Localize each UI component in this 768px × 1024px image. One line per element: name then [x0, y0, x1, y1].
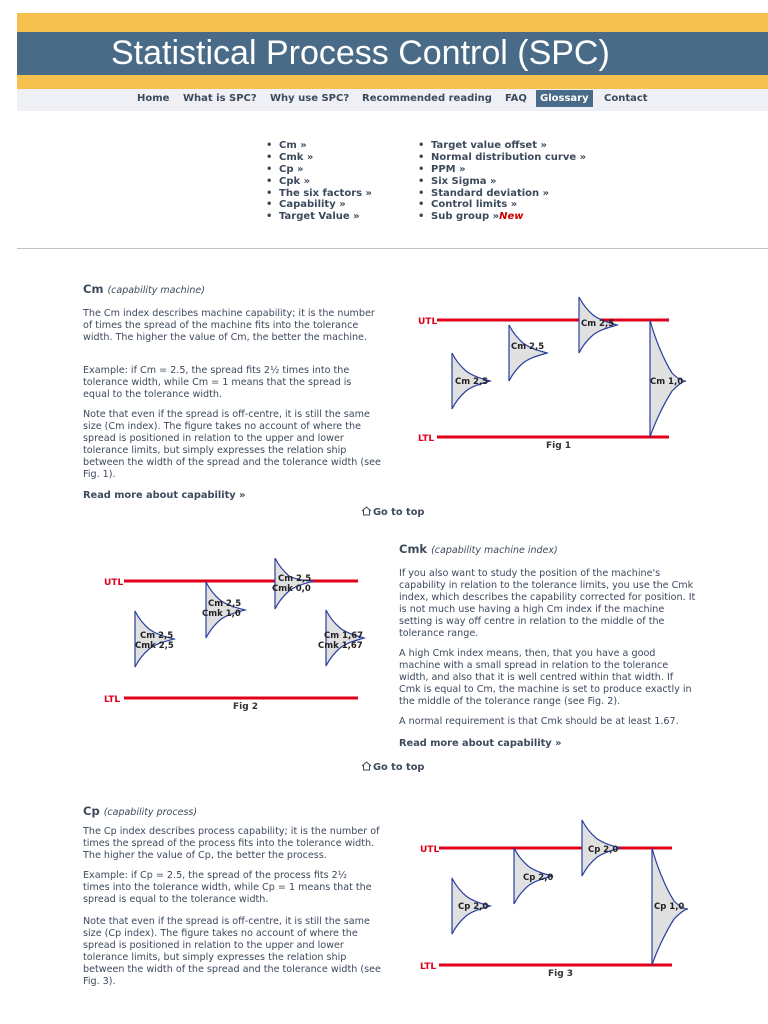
go-to-top-link-2[interactable] [361, 761, 424, 773]
index-link-target-value-offset[interactable]: • Target value offset » [417, 140, 586, 152]
fig3-caption: Fig 3 [548, 969, 574, 979]
fig3-label-4: Cp 1,0 [654, 902, 685, 912]
cp-para-3: Note that even if the spread is off-centre, it is still the same size (Cp index). The figure takes no account of where the spread is positioned in relation to the upper and lower tolerance limits, but simply expresses the relation ship between the width of the spread and the tolerance width (see Fig. 3). [83, 916, 381, 987]
new-badge: New [499, 211, 524, 223]
fig1-diagram [414, 295, 692, 455]
cm-heading [83, 282, 205, 296]
nav-what-is-spc[interactable]: What is SPC? [183, 93, 257, 104]
index-link-sub-group[interactable] [417, 211, 586, 223]
nav-recommended-reading[interactable]: Recommended reading [362, 93, 492, 104]
fig2-caption: Fig 2 [233, 702, 259, 712]
home-icon [361, 506, 372, 516]
cm-para-3: Note that even if the spread is off-centre, it is still the same size (Cm index). The figure takes no account of where the spread is positioned in relation to the upper and lower tolerance limits, but simply expresses the relation ship between the width of the spread and the tolerance width (see Fig. 1). [83, 409, 381, 480]
cmk-title: Cmk [399, 542, 428, 556]
fig1-curve-2 [509, 325, 547, 381]
glossary-index-right [417, 140, 586, 223]
fig2-diagram [102, 558, 370, 713]
go-to-top-link-1[interactable] [361, 506, 424, 518]
fig1-label-1: Cm 2,5 [455, 377, 489, 387]
fig1-label-2: Cm 2,5 [511, 342, 545, 352]
header-accent-top [17, 13, 768, 32]
cmk-read-more-link[interactable]: Read more about capability » [399, 738, 562, 749]
cm-para-1: The Cm index describes machine capability; it is the number of times the spread of the machine fits into the tolerance width. The higher the value of Cm, the better the machine. [83, 308, 375, 343]
fig2-label-1a: Cm 2,5 [140, 631, 174, 641]
cp-para-2: Example: if Cp = 2.5, the spread of the process fits 2½ times into the tolerance width, while Cp = 1 means that the spread is equal to the tolerance width. [83, 870, 372, 905]
cp-title: Cp [83, 804, 100, 818]
cm-title: Cm [83, 282, 104, 296]
nav-home[interactable]: Home [137, 93, 170, 104]
nav-why-use-spc[interactable]: Why use SPC? [270, 93, 350, 104]
main-nav [17, 89, 768, 111]
go-to-top-label-2: Go to top [373, 762, 425, 773]
fig1-utl-label: UTL [418, 317, 438, 327]
cm-para-2: Example: if Cm = 2.5, the spread fits 2½ times into the tolerance width, while Cm = 1 means that the spread is equal to the tolerance width. [83, 365, 352, 400]
cmk-heading [399, 542, 558, 556]
nav-contact[interactable]: Contact [604, 93, 648, 104]
index-link-normal-distribution[interactable]: • Normal distribution curve » [417, 152, 586, 164]
fig3-label-3: Cp 2,0 [588, 845, 619, 855]
cp-subtitle: (capability process) [103, 807, 198, 818]
index-link-cm[interactable]: • Cm » [265, 140, 372, 152]
cm-subtitle: (capability machine) [107, 285, 205, 296]
fig1-label-3: Cm 2,5 [581, 319, 615, 329]
cmk-para-1: If you also want to study the position of the machine's capability in relation to the tolerance limits, you use the Cmk index, which describes the capability corrected for position. It is not much use having a high Cm index if the machine setting is way off centre in relation to the middle of the tolerance range. [399, 568, 696, 639]
fig2-label-3a: Cm 2,5 [278, 574, 312, 584]
index-link-six-factors[interactable]: • The six factors » [265, 188, 372, 200]
index-link-target-value[interactable]: • Target Value » [265, 211, 372, 223]
fig2-label-4b: Cmk 1,67 [318, 641, 363, 651]
index-link-capability[interactable]: • Capability » [265, 199, 372, 211]
index-link-standard-deviation[interactable]: • Standard deviation » [417, 188, 586, 200]
index-link-six-sigma[interactable]: • Six Sigma » [417, 176, 586, 188]
index-link-cmk[interactable]: • Cmk » [265, 152, 372, 164]
site-title: Statistical Process Control (SPC) [111, 34, 610, 72]
home-icon [361, 761, 372, 771]
index-link-ppm[interactable]: • PPM » [417, 164, 586, 176]
cp-para-1: The Cp index describes process capability; it is the number of times the spread of the process fits into the tolerance width. The higher the value of Cp, the better the process. [83, 826, 380, 861]
fig2-ltl-label: LTL [104, 695, 121, 705]
sub-group-label: Sub group » [431, 211, 500, 223]
divider [17, 248, 768, 249]
fig2-label-3b: Cmk 0,0 [272, 584, 311, 594]
page [17, 0, 768, 1024]
cmk-para-3: A normal requirement is that Cmk should be at least 1.67. [399, 716, 679, 727]
fig3-label-1: Cp 2,0 [458, 902, 489, 912]
fig2-label-1b: Cmk 2,5 [135, 641, 174, 651]
fig2-label-2a: Cm 2,5 [208, 599, 242, 609]
fig3-diagram [416, 818, 694, 980]
cmk-para-2: A high Cmk index means, then, that you have a good machine with a small spread in relation to the tolerance width, and also that it is well centred within that width. If Cmk is equal to Cm, the machine is set to produce exactly in the middle of the tolerance range (see Fig. 2). [399, 648, 692, 707]
glossary-index-left [265, 140, 372, 223]
index-link-cpk[interactable]: • Cpk » [265, 176, 372, 188]
fig1-caption: Fig 1 [546, 441, 572, 451]
fig2-label-2b: Cmk 1,0 [202, 609, 241, 619]
fig3-utl-label: UTL [420, 845, 440, 855]
index-link-cp[interactable]: • Cp » [265, 164, 372, 176]
go-to-top-label-1: Go to top [373, 507, 425, 518]
fig2-label-4a: Cm 1,67 [324, 631, 364, 641]
fig3-ltl-label: LTL [420, 962, 437, 972]
nav-faq[interactable]: FAQ [505, 93, 527, 104]
header-banner [17, 32, 768, 75]
fig2-utl-label: UTL [104, 578, 124, 588]
cmk-subtitle: (capability machine index) [431, 545, 558, 556]
cm-read-more-link[interactable]: Read more about capability » [83, 490, 246, 501]
cp-heading [83, 804, 197, 818]
header-accent-bottom [17, 75, 768, 89]
fig1-ltl-label: LTL [418, 434, 435, 444]
index-link-control-limits[interactable]: • Control limits » [417, 199, 586, 211]
fig1-label-4: Cm 1,0 [650, 377, 684, 387]
nav-glossary[interactable]: Glossary [536, 90, 593, 107]
fig3-label-2: Cp 2,0 [523, 873, 554, 883]
